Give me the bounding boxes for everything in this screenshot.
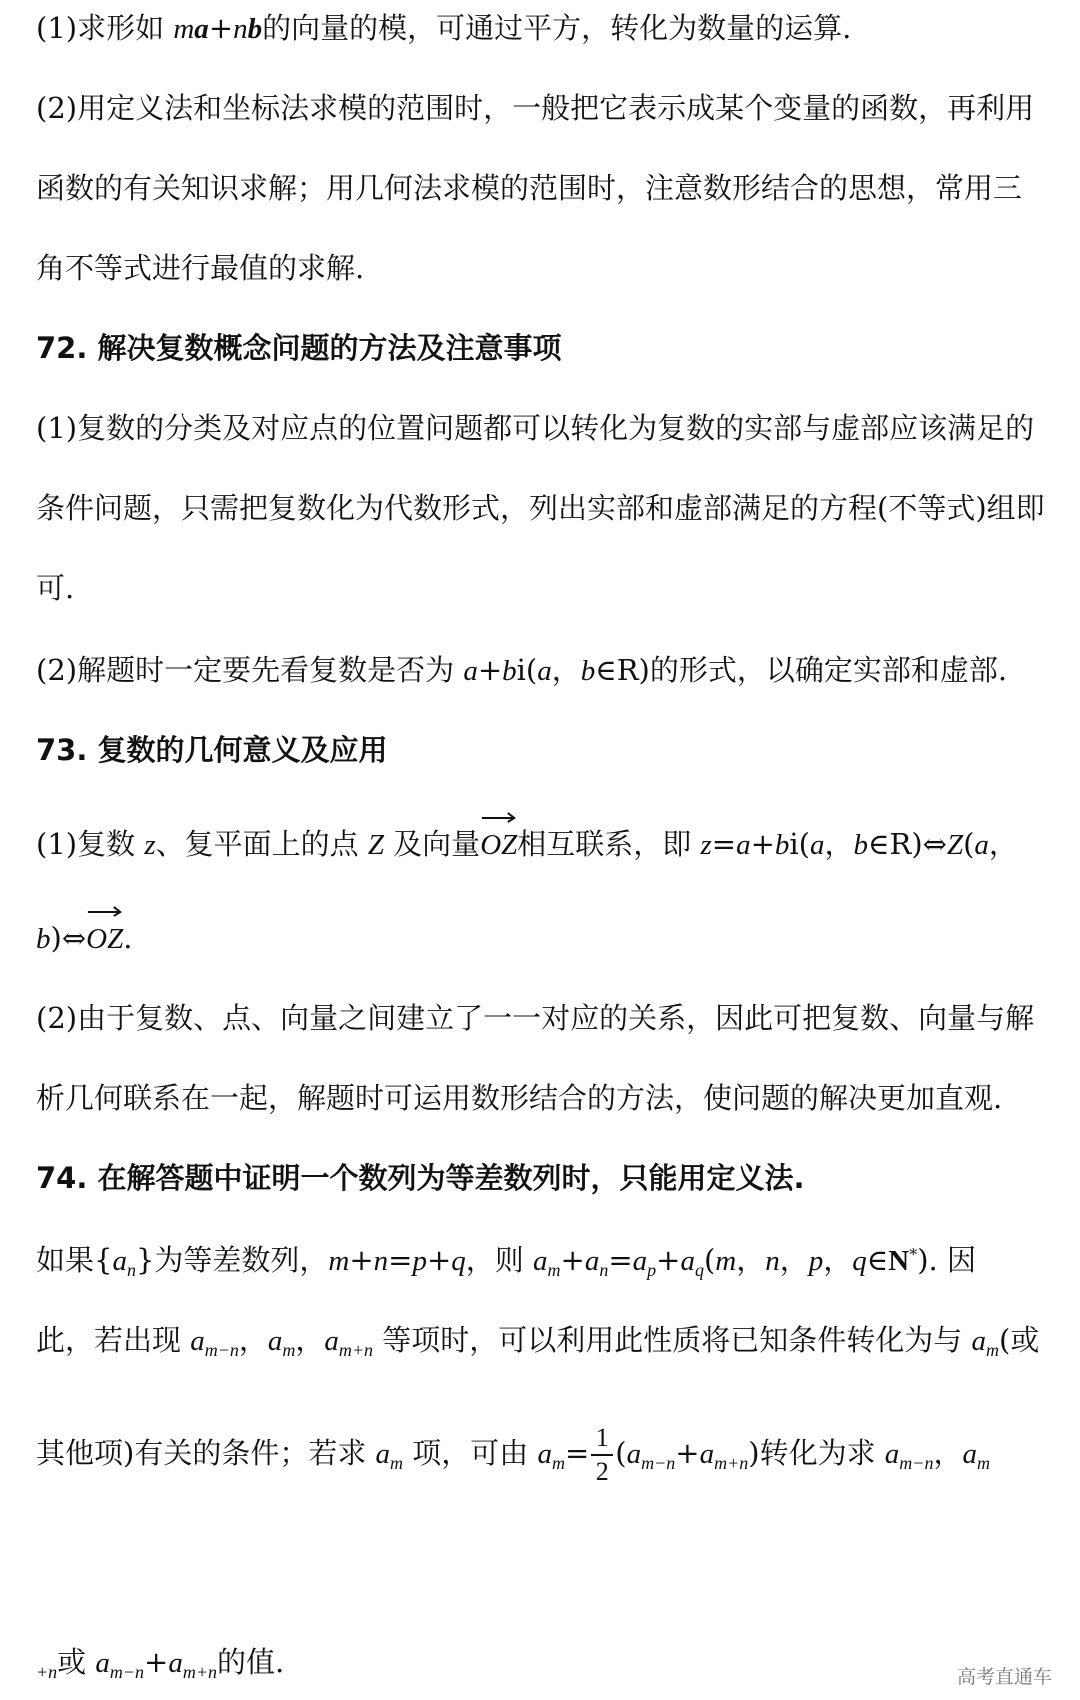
section-heading-74 — [36, 1158, 1044, 1198]
text-run: 、复平面上的点 — [155, 827, 368, 861]
math-symbol: b — [774, 829, 790, 861]
paragraph-line — [36, 168, 1044, 208]
math-var — [173, 11, 194, 45]
math-var — [947, 827, 963, 861]
paragraph-line — [36, 1642, 1044, 1683]
math-var — [736, 827, 751, 861]
text-run: ，则 — [465, 1243, 534, 1277]
math-var — [375, 1436, 404, 1473]
math-symbol: a — [736, 829, 751, 861]
text-run: (1)复数 — [36, 827, 145, 861]
text-run: + — [349, 1243, 374, 1277]
math-symbol: a — [974, 829, 989, 861]
text-run: 相互联系，即 — [517, 827, 701, 861]
vector-label: OZ — [86, 923, 124, 955]
paragraph-line — [36, 488, 1044, 528]
paragraph-line — [36, 824, 1044, 865]
paragraph-line — [36, 1320, 1044, 1361]
text-run: + — [675, 1436, 700, 1470]
paragraph-line — [36, 408, 1044, 448]
math-subscript: m — [547, 1260, 561, 1280]
math-symbol: p — [808, 1245, 824, 1277]
math-var — [502, 653, 517, 687]
math-var — [971, 1323, 1000, 1360]
paragraph-line — [36, 918, 1044, 959]
math-symbol: b — [580, 655, 596, 687]
text-run: 可. — [36, 571, 75, 605]
text-run: 及向量 — [383, 827, 481, 861]
math-var — [809, 1243, 824, 1277]
math-var — [374, 1243, 389, 1277]
paragraph-line — [36, 8, 1044, 49]
text-run: i( — [789, 827, 810, 861]
math-var — [328, 1243, 349, 1277]
text-run: ， — [824, 827, 854, 861]
paragraph-line — [36, 998, 1044, 1038]
text-run: = — [608, 1243, 633, 1277]
math-symbol: a — [267, 1325, 283, 1357]
math-var — [248, 11, 263, 45]
vector-label: OZ — [480, 829, 518, 861]
text-run: 74. 在解答题中证明一个数列为等差数列时，只能用定义法. — [36, 1161, 805, 1195]
math-symbol: a — [190, 1325, 205, 1357]
text-run: (2)用定义法和坐标法求模的范围时，一般把它表示成某个变量的函数，再利用 — [36, 91, 1035, 125]
math-var — [168, 1645, 217, 1682]
watermark: 高考直通车 — [956, 1666, 1052, 1688]
math-subscript: n — [126, 1260, 136, 1280]
math-symbol: z — [700, 829, 712, 861]
math-var — [533, 1243, 561, 1280]
math-symbol: b — [502, 655, 517, 687]
paragraph-line — [36, 568, 1044, 608]
math-symbol: a — [194, 13, 209, 45]
vector-arrow-icon — [86, 903, 123, 917]
text-run: 条件问题，只需把复数化为代数形式，列出实部和虚部满足的方程(不等式)组即 — [36, 491, 1045, 525]
text-run: 此，若出现 — [36, 1323, 191, 1357]
text-run: ， — [823, 1243, 853, 1277]
math-var — [190, 1323, 239, 1360]
math-symbol: a — [112, 1245, 127, 1277]
text-run: 72. 解决复数概念问题的方法及注意事项 — [36, 331, 562, 365]
math-symbol: b — [36, 923, 51, 955]
math-symbol: a — [95, 1647, 110, 1679]
text-run: 73. 复数的几何意义及应用 — [36, 733, 388, 767]
text-run: = — [388, 1243, 413, 1277]
math-subscript: m+n — [714, 1453, 749, 1473]
text-run: ， — [736, 1243, 766, 1277]
math-var — [451, 1243, 466, 1277]
math-symbol: a — [375, 1438, 391, 1470]
text-run: (1)复数的分类及对应点的位置问题都可以转化为复数的实部与虚部应该满足的 — [36, 411, 1035, 445]
text-run: + — [144, 1645, 169, 1679]
math-superscript: * — [909, 1245, 918, 1264]
text-run: ). 因 — [917, 1243, 976, 1277]
paragraph-line — [36, 650, 1044, 691]
math-symbol: n — [765, 1245, 780, 1277]
math-symbol: m — [328, 1245, 350, 1277]
text-run: (或 — [999, 1323, 1040, 1357]
math-symbol: p — [412, 1245, 427, 1277]
math-var — [699, 1436, 749, 1473]
math-var — [267, 1323, 296, 1360]
math-symbol: q — [852, 1245, 867, 1277]
math-var — [194, 11, 209, 45]
math-subscript: m — [986, 1340, 999, 1360]
vector-symbol — [480, 825, 517, 865]
math-var — [412, 1243, 427, 1277]
text-run: + — [656, 1243, 681, 1277]
text-run: + — [426, 1243, 452, 1277]
math-var — [765, 1243, 780, 1277]
math-subscript: m — [390, 1453, 404, 1473]
text-run: ( — [615, 1436, 627, 1470]
text-run: ( — [963, 827, 975, 861]
math-subscript: n — [599, 1260, 609, 1280]
math-var — [962, 1436, 990, 1473]
math-symbol: Z — [946, 829, 964, 861]
paragraph-line — [36, 248, 1044, 288]
text-run: ， — [238, 1323, 268, 1357]
text-run: (1)求形如 — [36, 11, 174, 45]
math-symbol: b — [853, 829, 869, 861]
math-var — [680, 1243, 704, 1280]
text-run: 的值. — [217, 1645, 285, 1679]
math-symbol: b — [247, 13, 263, 45]
math-var — [324, 1323, 374, 1360]
math-var — [715, 1243, 736, 1277]
math-subscript: m−n — [204, 1340, 239, 1360]
text-run: }为等差数列， — [135, 1243, 329, 1277]
math-var — [854, 827, 869, 861]
math-symbol: z — [144, 829, 156, 861]
math-symbol: a — [632, 1245, 648, 1277]
math-symbol: a — [680, 1245, 695, 1277]
paragraph-line — [36, 1422, 1044, 1488]
math-subscript: p — [647, 1260, 657, 1280]
text-run: ， — [988, 827, 1018, 861]
math-symbol: a — [168, 1647, 183, 1679]
text-run: . — [123, 921, 133, 955]
fraction-numerator: 1 — [595, 1423, 609, 1452]
text-run: )⇔ — [50, 921, 87, 955]
paragraph-line — [36, 88, 1044, 128]
math-var — [581, 653, 596, 687]
math-var — [95, 1645, 145, 1682]
math-subscript: m — [976, 1453, 990, 1473]
text-run: 等项时，可以利用此性质将已知条件转化为与 — [373, 1323, 972, 1357]
text-run: 项，可由 — [403, 1436, 538, 1470]
math-subscript: m+n — [182, 1662, 217, 1682]
math-var — [626, 1436, 676, 1473]
math-subscript: m — [282, 1340, 296, 1360]
vector-symbol — [86, 919, 123, 959]
math-var — [36, 921, 51, 955]
text-run: 其他项)有关的条件；若求 — [36, 1436, 376, 1470]
text-run: 的向量的模，可通过平方，转化为数量的运算. — [262, 11, 852, 45]
text-run: ∈R)⇔ — [868, 827, 947, 861]
math-var — [810, 827, 825, 861]
math-var — [144, 827, 155, 861]
text-run: 如果{ — [36, 1243, 113, 1277]
text-run: (2)由于复数、点、向量之间建立了一一对应的关系，因此可把复数、向量与解 — [36, 1001, 1035, 1035]
text-run: ， — [779, 1243, 809, 1277]
math-subscript: m−n — [109, 1662, 145, 1682]
math-subscript: m+n — [338, 1340, 374, 1360]
paragraph-line — [36, 1078, 1044, 1118]
math-var — [463, 653, 478, 687]
math-var — [233, 11, 248, 45]
math-var — [974, 827, 989, 861]
math-symbol: a — [626, 1438, 642, 1470]
math-subscript: m−n — [641, 1453, 676, 1473]
math-symbol: a — [533, 1245, 548, 1277]
math-var — [775, 827, 790, 861]
math-var — [888, 1243, 917, 1277]
math-symbol: a — [537, 1438, 552, 1470]
math-symbol: m — [173, 13, 195, 45]
math-symbol: a — [962, 1438, 977, 1470]
text-run: ， — [551, 653, 581, 687]
math-subscript: +n — [36, 1662, 58, 1682]
math-subscript: m — [551, 1453, 565, 1473]
math-symbol: a — [699, 1438, 715, 1470]
fraction — [591, 1422, 613, 1488]
text-run: ( — [703, 1243, 716, 1277]
math-symbol: a — [884, 1438, 900, 1470]
text-run: = — [711, 827, 737, 861]
math-var — [852, 1243, 867, 1277]
math-symbol: m — [715, 1245, 737, 1277]
math-var — [584, 1243, 609, 1280]
section-heading-73 — [36, 730, 1044, 770]
math-symbol: a — [810, 829, 825, 861]
math-var — [537, 653, 552, 687]
text-run: + — [208, 11, 234, 45]
fraction-denominator: 2 — [595, 1457, 609, 1486]
paragraph-line — [36, 1240, 1044, 1281]
text-run: 或 — [57, 1645, 96, 1679]
math-symbol: n — [373, 1245, 389, 1277]
text-run: (2)解题时一定要先看复数是否为 — [36, 653, 464, 687]
math-subscript: q — [694, 1260, 704, 1280]
text-run: ∈ — [866, 1243, 889, 1277]
text-run: ， — [933, 1436, 963, 1470]
math-var — [632, 1243, 657, 1280]
math-symbol: a — [463, 655, 478, 687]
math-symbol: n — [233, 13, 248, 45]
math-var — [368, 827, 384, 861]
text-run: 角不等式进行最值的求解. — [36, 251, 365, 285]
math-symbol: q — [451, 1245, 466, 1277]
text-run: 函数的有关知识求解；用几何法求模的范围时，注意数形结合的思想，常用三 — [36, 171, 1023, 205]
text-run: + — [477, 653, 503, 687]
text-run: = — [564, 1436, 590, 1470]
math-symbol: a — [971, 1325, 986, 1357]
math-subscript: m−n — [899, 1453, 934, 1473]
text-run: ， — [295, 1323, 325, 1357]
vector-arrow-icon — [480, 809, 517, 823]
math-var — [537, 1436, 565, 1473]
text-run: ∈R)的形式，以确定实部和虚部. — [595, 653, 1008, 687]
text-run: + — [750, 827, 775, 861]
math-var — [884, 1436, 934, 1473]
math-symbol: a — [537, 655, 552, 687]
text-run: i( — [516, 653, 538, 687]
math-symbol: a — [584, 1245, 600, 1277]
math-var — [112, 1243, 136, 1280]
section-heading-72 — [36, 328, 1044, 368]
math-symbol: a — [324, 1325, 339, 1357]
math-symbol: N — [888, 1245, 910, 1277]
text-run: + — [560, 1243, 585, 1277]
text-run: )转化为求 — [748, 1436, 885, 1470]
math-symbol: Z — [367, 829, 384, 861]
math-var — [700, 827, 711, 861]
text-run: 析几何联系在一起，解题时可运用数形结合的方法，使问题的解决更加直观. — [36, 1081, 1003, 1115]
